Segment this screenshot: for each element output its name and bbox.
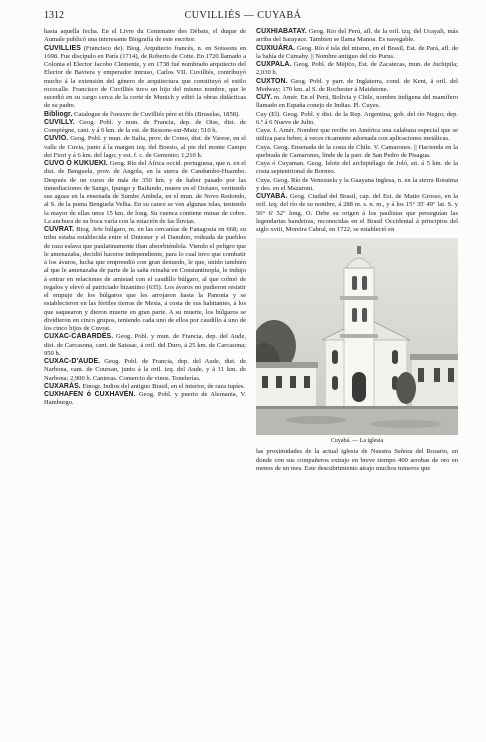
dictionary-entry (44, 391, 246, 408)
dictionary-entry (256, 193, 458, 234)
entry-text: Catalogue de l'oeuvre de Cuvilliés père et fils (Bruselas, 1858). (72, 110, 240, 118)
dictionary-entry (44, 45, 246, 111)
entry-text: Geog. Río del Perú, afl. de la oril. izq. del Ucayali, más arriba del Sarayace. Tambien se llama Manoa. Es navegable. (256, 28, 458, 44)
entry-headword: CUXAC-CABARDÈS. (44, 333, 114, 341)
entry-text: Geog. Pobl. y puerto de Alemania, V. Hamburgo. (44, 391, 246, 407)
dictionary-entry (44, 119, 246, 136)
page-number: 1312 (44, 10, 64, 21)
dictionary-entry (256, 45, 458, 62)
entry-text: Geog. Río del África occid. portuguesa, que n. en el dist. de Benguela, prov. de Angola, en la sierra de Candumbo-Huambo. Después de un curso de más de 350 km. y de haber pasado por las inmediaciones de Sango, Ipungo y Bailundo, muere en el Océano, vertiendo sus aguas en la ensenada de Sumbe Ambela, en el mun. de Novo Redondo, al S. de la punta Benguela Velha. En su cauce se ven algunas islas, teniendo la mayor de ellas unos 15 km. de long. Su cuenca contiene minas de cobre. La anchura de su boca varía con la estación de las lluvias. (44, 160, 246, 225)
entry-text: hasta aquella fecha. En el Livre du Centenaire des Débats, el duque de Aumale publicó una interesante Biografía de este escritor. (44, 28, 246, 44)
entry-text: Cuya. Geog. Ensenada de la costa de Chile. V. Camarones. || Hacienda en la quebrada de Camarones, linde de la parr. de San Pedro de Pisagua. (256, 143, 458, 159)
entry-text: Geog. Pobl. y parr. de Inglaterra, cond. de Kent, á oril. del Medway; 170 km. al S. de Rochester á Maidstone. (256, 77, 458, 93)
entry-headword: CUVRAT. (44, 226, 75, 233)
dictionary-entry (256, 160, 458, 177)
entry-headword: CUVO Ó KUKUEKI. (44, 160, 108, 167)
entry-headword: CUXHAFEN ó CUXHAVÉN. (44, 391, 136, 398)
dictionary-entry (256, 78, 458, 95)
right-column (256, 28, 458, 473)
dictionary-entry (44, 111, 246, 119)
entry-text: Geog. Pobl. de Méjico, Est. de Zacatecas, mun. de Juchipila; 2,030 h. (256, 61, 458, 77)
entry-headword: CUXHIABATAY. (256, 28, 307, 35)
running-header (44, 10, 442, 24)
photo-caption: Cuyabá. — La iglesia (330, 438, 384, 445)
entry-headword: CUVILLY. (44, 118, 75, 126)
dictionary-entry (44, 135, 246, 160)
entry-text: Cuya ó Cuyaman. Geog. Islote del archipiélago de Joló, sit. á 5 km. de la costa septentrional de Borneo. (256, 160, 458, 176)
entry-headword: Bibliogr. (44, 110, 73, 118)
entry-text: Geog. Pobl. de Francia, dep. del Aude, dist. de Narbona, cant. de Coursan, junto á la oril. izq. del Aude, y á 11 km. de Narbona; 2,900 h. Canteras. Comercio de vinos. Tonelerías. (44, 358, 246, 382)
dictionary-entry (44, 160, 246, 226)
entry-text: Cuy (El). Geog. Pobl. y dist. de la Rep. Argentina, gob. del río Negro; dep. 6.º á 6 Nueve de Julio. (256, 110, 458, 126)
right-column-entries (256, 28, 458, 234)
entry-text: Geog. Ciudad del Brasil, cap. del Est. de Matto Grosso, en la oril. izq. del río de su nombre, á 288 m. s. n. m., y á los 15° 35' 49" lat. S. y 56° 6' 52" long. O. Debe su origen á los paulistas que perseguían las legendarias bandeiras, reconocidas en el Brasil Occidental á principios del siglo xviii, Moreira Cabral, en 1722, se estableció en (256, 193, 458, 233)
entry-text: Geog. Pobl. y mun. de Italia, prov. de Como, dist. de Varese, en el valle de Cuvia, junto á la margen izq. del Boesio, al pie del monte Campo dei Fiori y á 6 km. del lago; y est. f. c. de Gemonio; 1,210 h. (44, 135, 246, 159)
dictionary-entry (256, 28, 458, 45)
entry-headword: CUXARÁS. (44, 382, 81, 390)
dictionary-entry (256, 127, 458, 144)
entry-headword: CUXIUÁRA. (256, 44, 296, 52)
church-photo-image (256, 238, 458, 435)
running-title: CUVILLIÉS — CUYABÁ (184, 10, 302, 21)
dictionary-entry (256, 144, 458, 161)
entry-text: (Francisco de). Biog. Arquitecto francés, n. en Soissons en 1698. Fue discípulo en París (1714), de Roberto de Cotte. En 1720 llamado a Colonia el Elector Jacobo Clemente, y en 1738 fué nombrado arquitecto del Elector de Baviera y emperador intruso, Carlos VII. Cuvilliés, contribuyó mucho á la extensión del género de arquitectura que constituyó el estilo rococalle. Francisco de Cuvilliés tuvo un hijo del mismo nombre, que le sucedió en su cargo cerca de la corte de Munich y editó la obras didácticas de su padre. (44, 44, 246, 110)
entry-headword: CUXPALA. (256, 61, 292, 68)
entry-text: m. Amér. En el Perú, Bolivia y Chile, nombre indígena del mamífero llamado en España conejo de Indias. Pl. Cuyes. (256, 94, 458, 110)
right-column-continuation: las proximidades de la actual iglesia de Nuestra Señora del Rosario, en donde con sus compañeros extrajo en breve tiempo 400 arrobas de oro en menos de un mes. Este descubrimiento atrajo muchos mineros que (256, 448, 458, 472)
dictionary-entry (256, 177, 458, 194)
entry-headword: CUXTON. (256, 77, 288, 85)
entry-text: Cuya. Geog. Río de Venezuela y la Guayana inglesa, n. en la sierra Roraima y des. en el Mazaroni. (256, 176, 458, 192)
entry-text: Etnogr. Indios del antiguo Brasil, en el interior, de raza tupíes. (80, 382, 246, 390)
dictionary-entry (256, 61, 458, 78)
entry-headword: CUXAC-D'AUDE. (44, 358, 101, 365)
dictionary-entry (256, 94, 458, 111)
entry-text: Cuya. f. Amér. Nombre que recibe en América una calabaza especial que se utiliza para beber, á veces ricamente adornada con aplicaciones metálicas. (256, 127, 458, 143)
entry-headword: CUVILLIES (44, 44, 81, 52)
entry-text: Geog. Pobl. y mun. de Francia, dep. del Aude, dist. de Carcasona, cant. de Saissac, á oril. del Duro, á 25 km. de Carcasona; 950 h. (44, 333, 246, 357)
entry-headword: CUYABÁ. (256, 193, 288, 200)
entry-text: Geog. Pobl. y mun. de Francia, dep. de Oise, dist. de Compiègne, cant. y á 6 km. de la est. de Ressons-sur-Matz; 510 h. (44, 118, 246, 134)
dictionary-entry (44, 358, 246, 383)
entry-headword: CUY. (256, 94, 273, 101)
entry-text: Biog. Jefe búlgaro, m. en las cercanías de Fanagosia en 668; su tribu estaba establecida entre el Dniester y el Danubio, rodeada de pueblos de raza eslava que paulatinamente iban absorbiéndola. Viendo el peligro que le amenazaba, decidió hacerse independiente, para lo cual tuvo que combatir á los ávaros, lucha que emprendió con gran denuedo, le que, unido también al que le amenazaba de parte de la saña reinaba en Constantinopla, le indujo á entrar en relaciones de amistad con el caudillo búlgaro, al que colmó de regalos y elevó al patriciado bizantino (635). Los ávaros no pudieron resistir el empuje de los búlgaros que les arrojaron hasta la Panonia y se establecieron en las fértiles tierras de Mesia, á costa de sus habitantes, á los que saquearon y dieron muerte en gran parte. A su muerte, los búlgaros se dividieron en cinco grupos, teniendo cada uno de ellos por caudillo á uno de los cinco hijos de Cuvrat. (44, 226, 246, 332)
entry-headword: CUVIO. (44, 135, 69, 143)
dictionary-entry (44, 28, 246, 45)
church-photo (256, 238, 458, 435)
dictionary-entry (44, 226, 246, 333)
dictionary-entry (44, 333, 246, 358)
dictionary-entry (44, 383, 246, 391)
entry-text: Geog. Río é isla del mismo, en el Brasil, Est. de Pará, afl. de la bahía de Cumahy. || Nombre antiguo del río Purus. (256, 44, 458, 60)
left-column (44, 28, 246, 408)
dictionary-entry (256, 111, 458, 128)
